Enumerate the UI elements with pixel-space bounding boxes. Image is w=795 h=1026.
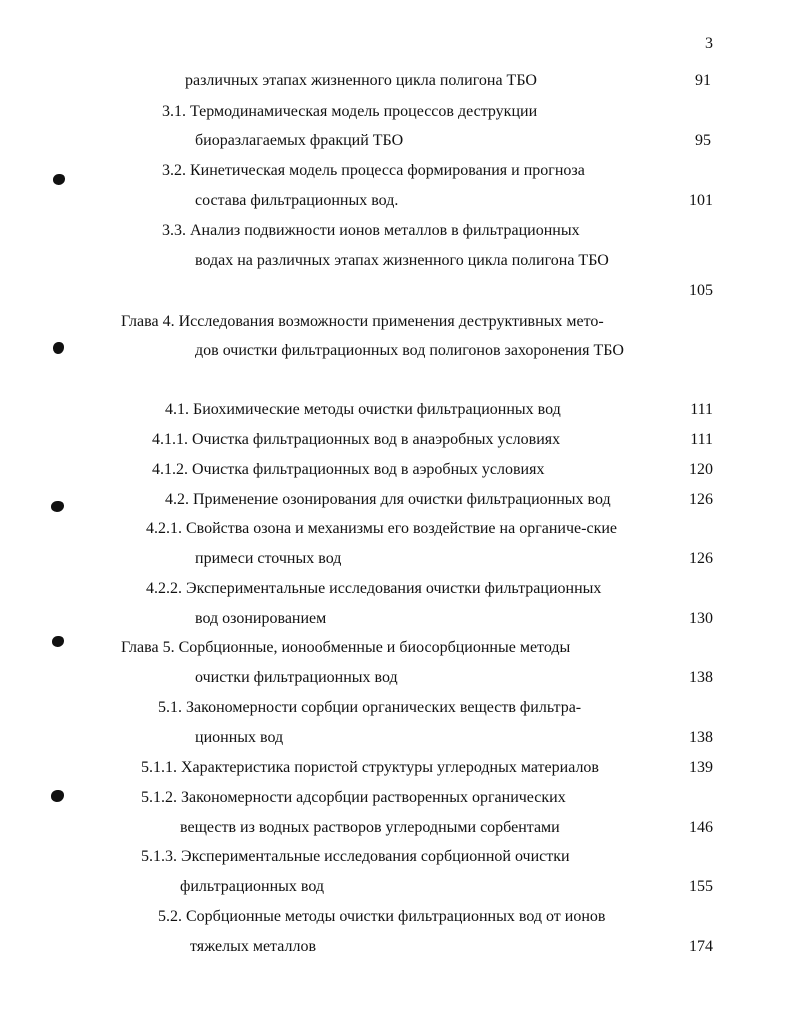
toc-page-number: 155 xyxy=(689,878,713,895)
page-number: 3 xyxy=(705,35,713,52)
toc-entry-line: 4.2.2. Экспериментальные исследования очистки фильтрационных xyxy=(146,580,602,597)
toc-entry-line: водах на различных этапах жизненного цикла полигона ТБО xyxy=(195,252,609,269)
toc-entry-line: 5.1.2. Закономерности адсорбции растворенных органических xyxy=(141,789,566,806)
toc-page-number: 105 xyxy=(689,282,713,299)
toc-page-number: 146 xyxy=(689,819,713,836)
toc-entry-line: примеси сточных вод xyxy=(195,550,342,567)
toc-entry-line: Глава 5. Сорбционные, ионообменные и биосорбционные методы xyxy=(121,639,571,656)
toc-entry-line: веществ из водных растворов углеродными сорбентами xyxy=(180,819,560,836)
toc-page-number: 126 xyxy=(689,550,713,567)
toc-page-number: 111 xyxy=(690,401,713,418)
toc-entry-line: биоразлагаемых фракций ТБО xyxy=(195,132,404,149)
toc-entry-line: 5.2. Сорбционные методы очистки фильтрационных вод от ионов xyxy=(158,908,606,925)
toc-entry-line: состава фильтрационных вод. xyxy=(195,192,399,209)
toc-entry-line: ционных вод xyxy=(195,729,284,746)
toc-entry-line: 4.2.1. Свойства озона и механизмы его воздействие на органиче-ские xyxy=(146,520,617,537)
toc-entry-line: Глава 4. Исследования возможности применения деструктивных мето- xyxy=(121,313,604,330)
scan-blot xyxy=(53,174,65,185)
toc-entry-line: 4.1.2. Очистка фильтрационных вод в аэробных условиях xyxy=(152,461,545,478)
toc-page-number: 91 xyxy=(695,72,711,89)
scan-blot xyxy=(51,501,64,512)
toc-entry-line: 5.1. Закономерности сорбции органических веществ фильтра- xyxy=(158,699,582,716)
toc-entry-line: дов очистки фильтрационных вод полигонов захоронения ТБО xyxy=(195,342,624,359)
toc-entry-line: вод озонированием xyxy=(195,610,327,627)
toc-page-number: 126 xyxy=(689,491,713,508)
toc-entry-line: тяжелых металлов xyxy=(190,938,316,955)
scan-blot xyxy=(52,636,64,647)
toc-entry-line: 4.1.1. Очистка фильтрационных вод в анаэробных условиях xyxy=(152,431,561,448)
scan-blot xyxy=(51,790,64,802)
toc-page-number: 111 xyxy=(690,431,713,448)
toc-entry-line: 3.1. Термодинамическая модель процессов деструкции xyxy=(162,103,538,120)
toc-entry-line: 3.2. Кинетическая модель процесса формирования и прогноза xyxy=(162,162,585,179)
toc-entry-line: различных этапах жизненного цикла полигона ТБО xyxy=(185,72,537,89)
toc-entry-line: 3.3. Анализ подвижности ионов металлов в фильтрационных xyxy=(162,222,580,239)
toc-entry-line: фильтрационных вод xyxy=(180,878,325,895)
toc-entry-line: 5.1.1. Характеристика пористой структуры углеродных материалов xyxy=(141,759,599,776)
toc-entry-line: 5.1.3. Экспериментальные исследования сорбционной очистки xyxy=(141,848,570,865)
toc-page-number: 101 xyxy=(689,192,713,209)
toc-entry-line: 4.2. Применение озонирования для очистки фильтрационных вод xyxy=(165,491,611,508)
toc-page-number: 130 xyxy=(689,610,713,627)
toc-page-number: 138 xyxy=(689,669,713,686)
toc-entry-line: очистки фильтрационных вод xyxy=(195,669,398,686)
toc-entry-line: 4.1. Биохимические методы очистки фильтрационных вод xyxy=(165,401,561,418)
toc-page-number: 174 xyxy=(689,938,713,955)
toc-page-number: 95 xyxy=(695,132,711,149)
toc-page-number: 120 xyxy=(689,461,713,478)
toc-page-number: 138 xyxy=(689,729,713,746)
scan-blot xyxy=(53,342,64,354)
toc-page-number: 139 xyxy=(689,759,713,776)
